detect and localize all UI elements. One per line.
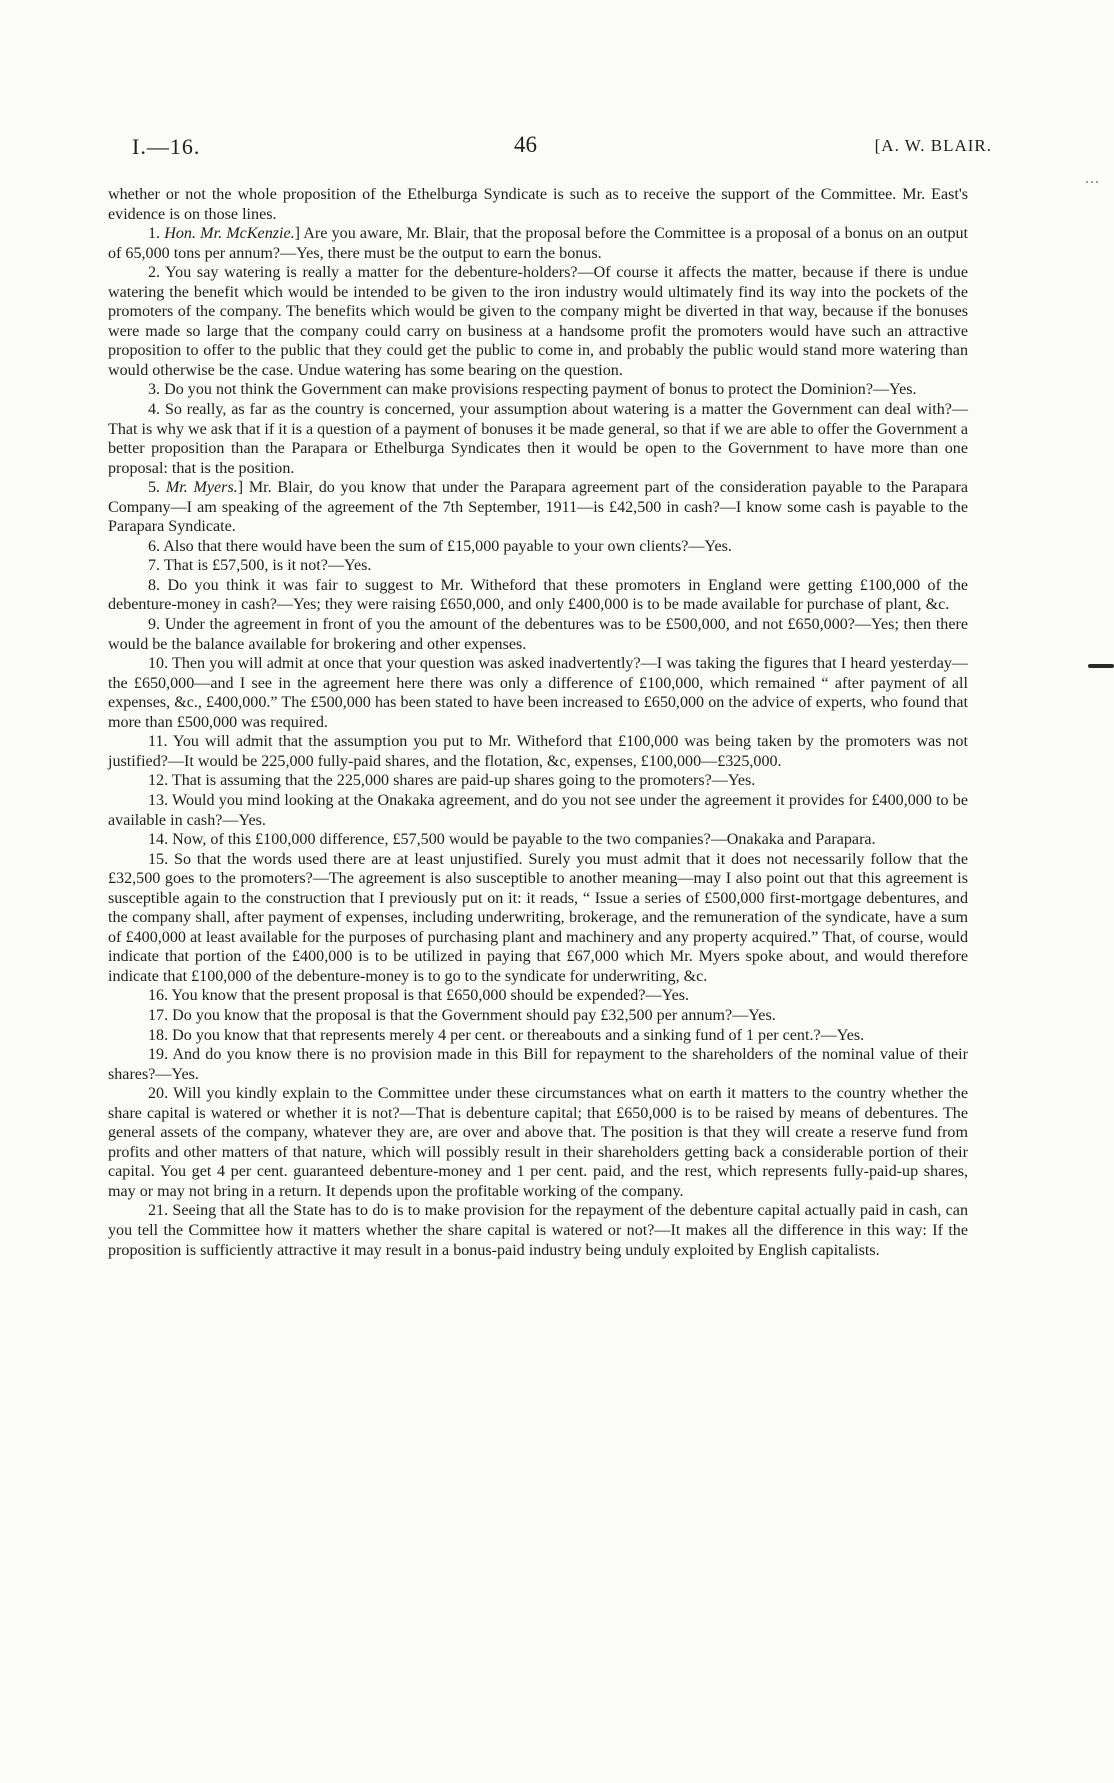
question-number: 11. (148, 733, 173, 751)
question-number: 10. (148, 655, 172, 673)
question-number: 1. (148, 225, 165, 243)
speaker-name: Mr. Myers. (165, 479, 238, 497)
question-list (108, 224, 968, 1260)
question-paragraph (108, 654, 968, 732)
question-number: 16. (148, 987, 172, 1005)
question-number: 9. (148, 616, 165, 634)
question-number: 5. (148, 479, 166, 497)
question-paragraph (108, 537, 968, 557)
question-text: And do you know there is no provision made in this Bill for repayment to the shareholders of the nominal value of their shares?—Yes. (108, 1046, 968, 1083)
witness-name: [A. W. BLAIR. (874, 136, 992, 155)
question-paragraph (108, 380, 968, 400)
document-reference: I.—16. (132, 134, 201, 159)
question-paragraph (108, 1201, 968, 1260)
page-number: 46 (514, 132, 537, 157)
question-number: 21. (148, 1202, 173, 1220)
intro-paragraph: whether or not the whole proposition of the Ethelburga Syndicate is such as to receive the support of the Committee. Mr. East's evidence is on those lines. (108, 186, 968, 223)
question-paragraph (108, 1026, 968, 1046)
question-paragraph (108, 263, 968, 380)
question-paragraph (108, 986, 968, 1006)
question-number: 7. (148, 557, 164, 575)
question-paragraph (108, 1084, 968, 1201)
question-number: 13. (148, 791, 173, 809)
question-text: ] Are you aware, Mr. Blair, that the proposal before the Committee is a proposal of a bonus on an output of 65,000 tons per annum?—Yes, there must be the output to earn the bonus. (108, 225, 969, 262)
margin-mark (1088, 664, 1114, 668)
question-text: Also that there would have been the sum of £15,000 payable to your own clients?—Yes. (163, 537, 732, 555)
question-paragraph (108, 830, 968, 850)
question-number: 15. (148, 850, 175, 868)
question-paragraph (108, 615, 968, 654)
question-number: 18. (148, 1026, 173, 1044)
question-number: 19. (148, 1046, 173, 1064)
speaker-name: Hon. Mr. McKenzie. (164, 225, 295, 243)
question-number: 17. (148, 1006, 173, 1024)
question-text: Do you not think the Government can make provisions respecting payment of bonus to protect the Dominion?—Yes. (164, 381, 917, 399)
question-number: 8. (148, 576, 168, 594)
question-text: You will admit that the assumption you put to Mr. Witheford that £100,000 was being taken by the promoters was not justified?—It would be 225,000 fully-paid shares, and the flotation, &c, expenses, £100,000—£325,000. (108, 733, 968, 770)
question-number: 3. (148, 381, 165, 399)
question-number: 4. (148, 401, 165, 419)
question-paragraph (108, 1006, 968, 1026)
question-number: 12. (148, 772, 172, 790)
question-paragraph (108, 400, 968, 478)
page-header (132, 128, 992, 168)
question-paragraph (108, 556, 968, 576)
question-paragraph (108, 478, 968, 537)
question-text: So really, as far as the country is concerned, your assumption about watering is a matter the Government can deal with?—That is why we ask that if it is a question of a payment of bonuses it be made general, so that if we are able to offer the Government a better proposition than the Parapara or Ethelburga Syndicates then it would be open to the Government to have more than one proposal: that is the position. (108, 401, 969, 477)
question-text: Now, of this £100,000 difference, £57,500 would be payable to the two companies?—Onakaka and Parapara. (172, 831, 876, 849)
question-text: Then you will admit at once that your question was asked inadvertently?—I was taking the figures that I heard yesterday—the £650,000—and I see in the agreement here there was only a difference of £100,000, which remained “ after payment of all expenses, &c., £400,000.” The £500,000 has been stated to have been increased to £650,000 on the advice of experts, who found that more than £500,000 was required. (108, 655, 968, 731)
question-text: Will you kindly explain to the Committee under these circumstances what on earth it matters to the country whether the share capital is watered or whether it is not?—That is debenture capital; that £650,000 is to be raised by means of debentures. The general assets of the company, whatever they are, are over and above that. The position is that they will create a reserve fund from profits and other matters of that nature, which will possibly result in their shareholders getting back a considerable portion of their capital. You get 4 per cent. guaranteed debenture-money and 1 per cent. paid, and the rest, which represents fully-paid-up shares, may or may not bring in a return. It depends upon the profitable working of the company. (108, 1085, 968, 1200)
question-paragraph (108, 224, 968, 263)
question-paragraph (108, 791, 968, 830)
question-paragraph (108, 1045, 968, 1084)
question-text: Seeing that all the State has to do is to make provision for the repayment of the debenture capital actually paid in cash, can you tell the Committee how it matters whether the share capital is watered or not?—It makes all the difference in this way: If the proposition is sufficiently attractive it may result in a bonus-paid industry being unduly exploited by English capitalists. (108, 1202, 968, 1259)
question-text: That is £57,500, is it not?—Yes. (163, 557, 372, 575)
question-number: 14. (148, 831, 173, 849)
question-text: That is assuming that the 225,000 shares are paid-up shares going to the promoters?—Yes. (171, 772, 756, 790)
question-text: You say watering is really a matter for the debenture-holders?—Of course it affects the matter, because if there is undue watering the benefit which would be intended to be given to the iron industry would ultimately find its way into the pockets of the promoters of the company. The benefits which would be given to the company might be diverted in that way, because if the bonuses were made so large that the company could carry on business at a handsome profit the promoters would have such an attractive proposition to offer to the public that they could get the public to come in, and probably the public would stand more watering than would otherwise be the case. Undue watering has some bearing on the question. (108, 264, 968, 379)
question-text: Do you know that that represents merely 4 per cent. or thereabouts and a sinking fund of 1 per cent.?—Yes. (172, 1026, 865, 1044)
question-text: ] Mr. Blair, do you know that under the Parapara agreement part of the consideration payable to the Parapara Company—I am speaking of the agreement of the 7th September, 1911—is £42,500 in cash?—I know some cash is payable to the Parapara Syndicate. (108, 479, 968, 536)
question-text: So that the words used there are at least unjustified. Surely you must admit that it does not necessarily follow that the £32,500 goes to the promoters?—The agreement is also susceptible to another meaning—may I also point out that this agreement is susceptible again to the construction that I previously put on it: it reads, “ Issue a series of £500,000 first-mortgage debentures, and the company shall, after payment of expenses, including underwriting, brokerage, and the remuneration of the syndicate, have a sum of £400,000 at least available for the purposes of purchasing plant and machinery and any property acquired.” That, of course, would indicate that portion of the £400,000 is to be utilized in paying that £67,000 which Mr. Myers spoke about, and would therefore indicate that £100,000 of the debenture-money is to go to the syndicate for underwriting, &c. (108, 850, 968, 985)
question-text: Under the agreement in front of you the amount of the debentures was to be £500,000, and not £650,000?—Yes; then there would be the balance available for brokering and other expenses. (108, 616, 968, 653)
question-paragraph (108, 850, 968, 987)
question-number: 20. (148, 1085, 174, 1103)
question-number: 6. (148, 537, 164, 555)
question-paragraph (108, 576, 968, 615)
margin-specks (1086, 170, 1110, 180)
document-body (108, 185, 968, 1260)
question-text: Would you mind looking at the Onakaka agreement, and do you not see under the agreement it provides for £400,000 to be available in cash?—Yes. (108, 791, 968, 829)
question-paragraph (108, 771, 968, 791)
question-number: 2. (148, 264, 166, 282)
question-text: Do you think it was fair to suggest to Mr. Witheford that these promoters in England were getting £100,000 of the debenture-money in cash?—Yes; they were raising £650,000, and only £400,000 is to be made available for purchase of plant, &c. (108, 576, 969, 614)
question-text: You know that the present proposal is that £650,000 should be expended?—Yes. (171, 987, 690, 1005)
question-text: Do you know that the proposal is that the Government should pay £32,500 per annum?—Yes. (172, 1006, 776, 1024)
question-paragraph (108, 732, 968, 771)
